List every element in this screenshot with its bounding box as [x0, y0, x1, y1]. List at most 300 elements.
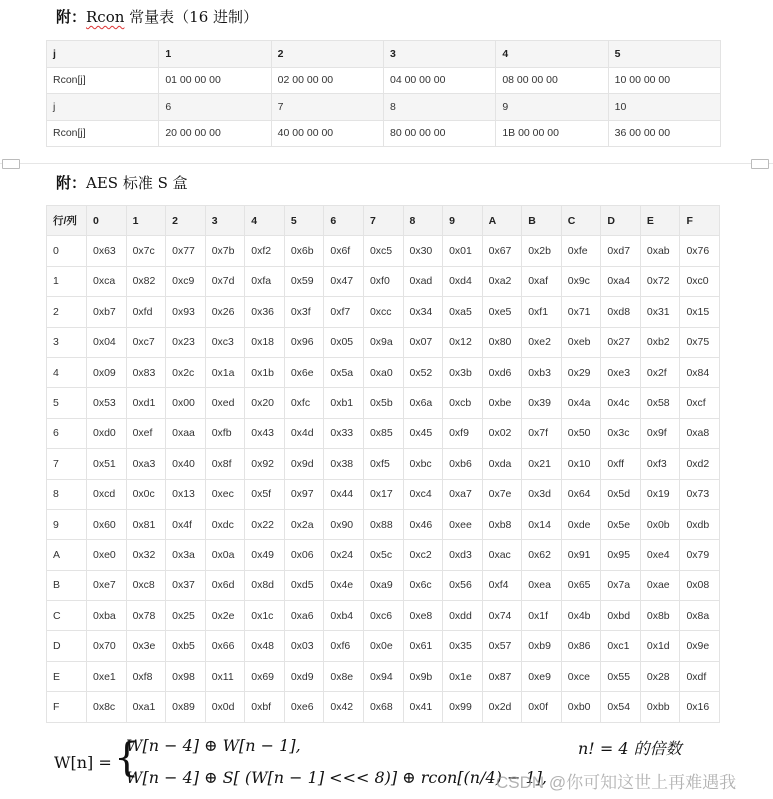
table-cell: 0x55: [601, 661, 641, 691]
table-cell: 0x6d: [205, 570, 245, 600]
table-cell: 0xc5: [363, 236, 403, 266]
table-cell: 0x72: [640, 266, 680, 296]
table-cell: 0xbf: [245, 692, 285, 722]
table-cell: 0x6e: [284, 357, 324, 387]
table-cell: 0x93: [166, 297, 206, 327]
table-cell: 0x2a: [284, 509, 324, 539]
table-cell: 0x6c: [403, 570, 443, 600]
table-cell: 0xda: [482, 449, 522, 479]
table-cell: 0x4c: [601, 388, 641, 418]
table-cell: 0xc9: [166, 266, 206, 296]
table-cell: 0x99: [443, 692, 483, 722]
row-label-cell: j: [47, 41, 159, 68]
sbox-heading: [56, 172, 188, 193]
table-cell: 0xf8: [126, 661, 166, 691]
row-label-cell: 2: [47, 297, 87, 327]
table-cell: 0xc7: [126, 327, 166, 357]
table-cell: 0x30: [403, 236, 443, 266]
table-cell: 0xe1: [87, 661, 127, 691]
table-cell: 0x71: [561, 297, 601, 327]
table-cell: 0xab: [640, 236, 680, 266]
table-cell: 0x34: [403, 297, 443, 327]
table-cell: 0x9b: [403, 661, 443, 691]
table-cell: 0x22: [245, 509, 285, 539]
table-cell: 0x37: [166, 570, 206, 600]
sbox-row: [47, 631, 720, 661]
table-cell: 9: [443, 206, 483, 236]
table-cell: 40 00 00 00: [271, 120, 383, 147]
table-cell: 0x1a: [205, 357, 245, 387]
table-cell: 0x2e: [205, 601, 245, 631]
table-cell: 0x0f: [522, 692, 562, 722]
table-cell: 0xb7: [87, 297, 127, 327]
table-cell: 0x28: [640, 661, 680, 691]
page-divider: [0, 163, 773, 164]
table-cell: 1B 00 00 00: [496, 120, 608, 147]
table-cell: 0xb5: [166, 631, 206, 661]
table-cell: 0x9e: [680, 631, 720, 661]
table-cell: 6: [159, 94, 271, 121]
table-cell: 2: [271, 41, 383, 68]
table-cell: 0x58: [640, 388, 680, 418]
table-cell: 0x16: [680, 692, 720, 722]
table-cell: 0x68: [363, 692, 403, 722]
table-cell: 0x43: [245, 418, 285, 448]
row-label-cell: j: [47, 94, 159, 121]
table-cell: 0x7c: [126, 236, 166, 266]
table-cell: 0xac: [482, 540, 522, 570]
row-label-cell: 7: [47, 449, 87, 479]
row-label-cell: Rcon[j]: [47, 120, 159, 147]
table-cell: 0xd6: [482, 357, 522, 387]
table-cell: 0x15: [680, 297, 720, 327]
table-cell: 0xf7: [324, 297, 364, 327]
table-cell: 0x6a: [403, 388, 443, 418]
table-cell: 0x29: [561, 357, 601, 387]
table-cell: 0xae: [640, 570, 680, 600]
table-cell: 0xcb: [443, 388, 483, 418]
table-cell: 0x91: [561, 540, 601, 570]
sbox-row: [47, 266, 720, 296]
row-label-cell: 6: [47, 418, 87, 448]
table-cell: 0x88: [363, 509, 403, 539]
table-cell: 0x06: [284, 540, 324, 570]
table-cell: 0x67: [482, 236, 522, 266]
table-cell: 0x2d: [482, 692, 522, 722]
rcon-heading-term: Rcon: [86, 8, 125, 26]
table-cell: 0x79: [680, 540, 720, 570]
sbox-row: [47, 661, 720, 691]
table-cell: 0x38: [324, 449, 364, 479]
table-cell: 0x9f: [640, 418, 680, 448]
table-cell: 0x26: [205, 297, 245, 327]
sbox-row: [47, 236, 720, 266]
table-cell: 0x64: [561, 479, 601, 509]
table-cell: B: [522, 206, 562, 236]
table-cell: 0x96: [284, 327, 324, 357]
table-cell: 0x36: [245, 297, 285, 327]
row-label-cell: C: [47, 601, 87, 631]
table-cell: 0x35: [443, 631, 483, 661]
row-label-cell: Rcon[j]: [47, 67, 159, 94]
table-cell: 0xbd: [601, 601, 641, 631]
table-cell: 0x08: [680, 570, 720, 600]
table-cell: 0x31: [640, 297, 680, 327]
table-cell: 0x8b: [640, 601, 680, 631]
table-cell: 0xd7: [601, 236, 641, 266]
row-label-cell: 3: [47, 327, 87, 357]
table-cell: 0x53: [87, 388, 127, 418]
table-cell: 0x2b: [522, 236, 562, 266]
table-cell: 0x54: [601, 692, 641, 722]
table-cell: 0x44: [324, 479, 364, 509]
table-cell: 4: [496, 41, 608, 68]
row-label-cell: 1: [47, 266, 87, 296]
table-cell: 0xb4: [324, 601, 364, 631]
table-cell: 0x8a: [680, 601, 720, 631]
table-cell: 0x3c: [601, 418, 641, 448]
row-label-cell: 0: [47, 236, 87, 266]
table-cell: 0x8d: [245, 570, 285, 600]
row-label-cell: F: [47, 692, 87, 722]
sbox-row: [47, 418, 720, 448]
table-cell: 20 00 00 00: [159, 120, 271, 147]
left-margin-marker: [2, 159, 20, 169]
table-cell: 0x78: [126, 601, 166, 631]
rcon-header-row: [47, 41, 721, 68]
table-cell: 0xf3: [640, 449, 680, 479]
row-label-cell: B: [47, 570, 87, 600]
table-cell: 5: [608, 41, 720, 68]
table-cell: 0x05: [324, 327, 364, 357]
table-cell: 0x49: [245, 540, 285, 570]
sbox-row: [47, 297, 720, 327]
table-cell: 0x41: [403, 692, 443, 722]
row-label-cell: 4: [47, 357, 87, 387]
table-cell: 0x76: [680, 236, 720, 266]
sbox-row: [47, 357, 720, 387]
table-cell: 0x83: [126, 357, 166, 387]
table-cell: 0xa3: [126, 449, 166, 479]
formula-case-1: W[n − 4] ⊕ W[n − 1],: [126, 736, 301, 755]
row-label-cell: D: [47, 631, 87, 661]
table-cell: 0xa5: [443, 297, 483, 327]
table-cell: 0xc0: [680, 266, 720, 296]
table-cell: 0xfe: [561, 236, 601, 266]
table-cell: 0xca: [87, 266, 127, 296]
table-cell: 0xd0: [87, 418, 127, 448]
table-cell: 0x95: [601, 540, 641, 570]
table-cell: 8: [383, 94, 495, 121]
sbox-row: [47, 388, 720, 418]
table-cell: 0xff: [601, 449, 641, 479]
table-cell: 7: [271, 94, 383, 121]
table-cell: 0x9d: [284, 449, 324, 479]
table-cell: 0xa1: [126, 692, 166, 722]
table-cell: 0x5a: [324, 357, 364, 387]
table-cell: 0x92: [245, 449, 285, 479]
table-cell: 0x86: [561, 631, 601, 661]
table-cell: 0x74: [482, 601, 522, 631]
table-cell: 0xaa: [166, 418, 206, 448]
table-cell: 0x6b: [284, 236, 324, 266]
table-cell: 0xbe: [482, 388, 522, 418]
table-cell: 0x1d: [640, 631, 680, 661]
table-cell: 0x7b: [205, 236, 245, 266]
table-cell: 0x42: [324, 692, 364, 722]
table-cell: 0x48: [245, 631, 285, 661]
table-cell: 0x61: [403, 631, 443, 661]
row-label-cell: E: [47, 661, 87, 691]
table-cell: 02 00 00 00: [271, 67, 383, 94]
table-cell: 0xa7: [443, 479, 483, 509]
table-cell: 80 00 00 00: [383, 120, 495, 147]
table-cell: 0xf4: [482, 570, 522, 600]
table-cell: 0xcc: [363, 297, 403, 327]
row-label-cell: 8: [47, 479, 87, 509]
table-cell: 0x8f: [205, 449, 245, 479]
sbox-header-row: [47, 206, 720, 236]
table-cell: 0x0a: [205, 540, 245, 570]
table-cell: 0x3e: [126, 631, 166, 661]
table-cell: 0x0e: [363, 631, 403, 661]
table-cell: D: [601, 206, 641, 236]
table-cell: 0xfa: [245, 266, 285, 296]
table-cell: 0x82: [126, 266, 166, 296]
table-cell: 0x07: [403, 327, 443, 357]
table-cell: 0xc2: [403, 540, 443, 570]
table-cell: 0x1e: [443, 661, 483, 691]
table-cell: 0x90: [324, 509, 364, 539]
table-cell: 0x20: [245, 388, 285, 418]
rcon-row: [47, 94, 721, 121]
table-cell: 0x01: [443, 236, 483, 266]
table-cell: 0xdc: [205, 509, 245, 539]
table-cell: 0xee: [443, 509, 483, 539]
table-cell: 0x65: [561, 570, 601, 600]
table-cell: 0x1b: [245, 357, 285, 387]
table-cell: 0x89: [166, 692, 206, 722]
table-cell: 0xa9: [363, 570, 403, 600]
table-cell: 0x97: [284, 479, 324, 509]
table-cell: 0x60: [87, 509, 127, 539]
table-cell: 0xdb: [680, 509, 720, 539]
table-cell: 0xc1: [601, 631, 641, 661]
table-cell: 0xe6: [284, 692, 324, 722]
table-cell: 0xf0: [363, 266, 403, 296]
table-cell: 0x3b: [443, 357, 483, 387]
table-cell: 0x84: [680, 357, 720, 387]
table-cell: 0xe8: [403, 601, 443, 631]
table-cell: 0x52: [403, 357, 443, 387]
table-cell: 0xed: [205, 388, 245, 418]
table-cell: 0x32: [126, 540, 166, 570]
formula-case-1-condition: n! = 4 的倍数: [578, 739, 682, 758]
rcon-heading-rest: 常量表（16 进制）: [124, 8, 259, 26]
table-cell: F: [680, 206, 720, 236]
rcon-row: [47, 120, 721, 147]
table-cell: 0xeb: [561, 327, 601, 357]
sbox-heading-title: AES 标准 S 盒: [86, 174, 188, 192]
table-cell: 3: [205, 206, 245, 236]
table-cell: 0x80: [482, 327, 522, 357]
table-cell: 0x85: [363, 418, 403, 448]
table-cell: 0xcd: [87, 479, 127, 509]
sbox-row: [47, 449, 720, 479]
table-cell: 0xe4: [640, 540, 680, 570]
table-cell: 0x45: [403, 418, 443, 448]
table-cell: 0x02: [482, 418, 522, 448]
table-cell: 0x5e: [601, 509, 641, 539]
table-cell: 0x8c: [87, 692, 127, 722]
table-cell: 36 00 00 00: [608, 120, 720, 147]
row-label-cell: A: [47, 540, 87, 570]
table-cell: 0xe0: [87, 540, 127, 570]
table-cell: 0: [87, 206, 127, 236]
table-cell: 0x21: [522, 449, 562, 479]
table-cell: 0x04: [87, 327, 127, 357]
sbox-table: [46, 205, 720, 723]
table-cell: E: [640, 206, 680, 236]
table-cell: 0x75: [680, 327, 720, 357]
table-cell: 0x1f: [522, 601, 562, 631]
table-cell: 6: [324, 206, 364, 236]
table-cell: 01 00 00 00: [159, 67, 271, 94]
table-cell: 0xd1: [126, 388, 166, 418]
table-cell: 0x4a: [561, 388, 601, 418]
table-cell: 0x62: [522, 540, 562, 570]
table-cell: 0x23: [166, 327, 206, 357]
table-cell: 0xcf: [680, 388, 720, 418]
table-cell: 1: [126, 206, 166, 236]
table-cell: 0x7e: [482, 479, 522, 509]
table-cell: C: [561, 206, 601, 236]
table-cell: 0x11: [205, 661, 245, 691]
table-cell: 0x66: [205, 631, 245, 661]
table-cell: 0x4b: [561, 601, 601, 631]
table-cell: 0xa8: [680, 418, 720, 448]
table-cell: 0xe5: [482, 297, 522, 327]
table-cell: 7: [363, 206, 403, 236]
row-label-cell: 9: [47, 509, 87, 539]
table-cell: 0xfc: [284, 388, 324, 418]
table-cell: 0x5c: [363, 540, 403, 570]
table-cell: 0xf9: [443, 418, 483, 448]
table-cell: 0x9a: [363, 327, 403, 357]
table-cell: A: [482, 206, 522, 236]
table-cell: 0x51: [87, 449, 127, 479]
table-cell: 0xf6: [324, 631, 364, 661]
right-margin-marker: [751, 159, 769, 169]
table-cell: 0x3d: [522, 479, 562, 509]
table-cell: 0xfb: [205, 418, 245, 448]
table-cell: 04 00 00 00: [383, 67, 495, 94]
table-cell: 0x09: [87, 357, 127, 387]
table-cell: 0x2f: [640, 357, 680, 387]
table-cell: 0x5d: [601, 479, 641, 509]
table-cell: 0x40: [166, 449, 206, 479]
sbox-row: [47, 509, 720, 539]
sbox-row: [47, 327, 720, 357]
table-cell: 0x25: [166, 601, 206, 631]
table-cell: 0x10: [561, 449, 601, 479]
table-cell: 0xb2: [640, 327, 680, 357]
table-cell: 0x0c: [126, 479, 166, 509]
table-cell: 0xc3: [205, 327, 245, 357]
rcon-heading: [56, 6, 258, 27]
table-cell: 0x12: [443, 327, 483, 357]
table-cell: 0xa6: [284, 601, 324, 631]
table-cell: 0x63: [87, 236, 127, 266]
table-cell: 0xb6: [443, 449, 483, 479]
table-cell: 0xce: [561, 661, 601, 691]
rcon-heading-prefix: 附：: [56, 8, 87, 26]
table-cell: 0x24: [324, 540, 364, 570]
table-cell: 0xd5: [284, 570, 324, 600]
table-cell: 0x18: [245, 327, 285, 357]
table-cell: 0x70: [87, 631, 127, 661]
table-cell: 0x98: [166, 661, 206, 691]
table-cell: 0xfd: [126, 297, 166, 327]
row-label-cell: 5: [47, 388, 87, 418]
table-cell: 0xe9: [522, 661, 562, 691]
table-cell: 0x73: [680, 479, 720, 509]
table-cell: 0x0d: [205, 692, 245, 722]
csdn-watermark: CSDN @你可知这世上再难遇我: [496, 773, 737, 792]
table-cell: 0xaf: [522, 266, 562, 296]
table-cell: 8: [403, 206, 443, 236]
table-cell: 0xbb: [640, 692, 680, 722]
sbox-row: [47, 692, 720, 722]
table-cell: 0x69: [245, 661, 285, 691]
table-cell: 0x5b: [363, 388, 403, 418]
table-cell: 0xdd: [443, 601, 483, 631]
sbox-row: [47, 570, 720, 600]
table-cell: 0x59: [284, 266, 324, 296]
table-cell: 0xc8: [126, 570, 166, 600]
table-cell: 0x8e: [324, 661, 364, 691]
table-cell: 0x27: [601, 327, 641, 357]
table-cell: 0x7d: [205, 266, 245, 296]
table-cell: 0x03: [284, 631, 324, 661]
table-cell: 0x94: [363, 661, 403, 691]
table-cell: 0x57: [482, 631, 522, 661]
sbox-heading-prefix: 附：: [56, 174, 87, 192]
table-cell: 0x47: [324, 266, 364, 296]
table-cell: 0xd8: [601, 297, 641, 327]
table-cell: 0x13: [166, 479, 206, 509]
formula-brace: {: [114, 735, 140, 781]
table-cell: 0xb8: [482, 509, 522, 539]
table-cell: 0xa4: [601, 266, 641, 296]
table-cell: 0xba: [87, 601, 127, 631]
table-cell: 0xe3: [601, 357, 641, 387]
table-cell: 4: [245, 206, 285, 236]
table-cell: 0x81: [126, 509, 166, 539]
table-cell: 0x4e: [324, 570, 364, 600]
table-cell: 0xb1: [324, 388, 364, 418]
table-cell: 08 00 00 00: [496, 67, 608, 94]
table-cell: 0x14: [522, 509, 562, 539]
table-cell: 0x0b: [640, 509, 680, 539]
table-cell: 0x2c: [166, 357, 206, 387]
table-cell: 0xf5: [363, 449, 403, 479]
table-cell: 0x7a: [601, 570, 641, 600]
table-cell: 0x87: [482, 661, 522, 691]
table-cell: 10: [608, 94, 720, 121]
table-cell: 0xde: [561, 509, 601, 539]
table-cell: 0x4f: [166, 509, 206, 539]
